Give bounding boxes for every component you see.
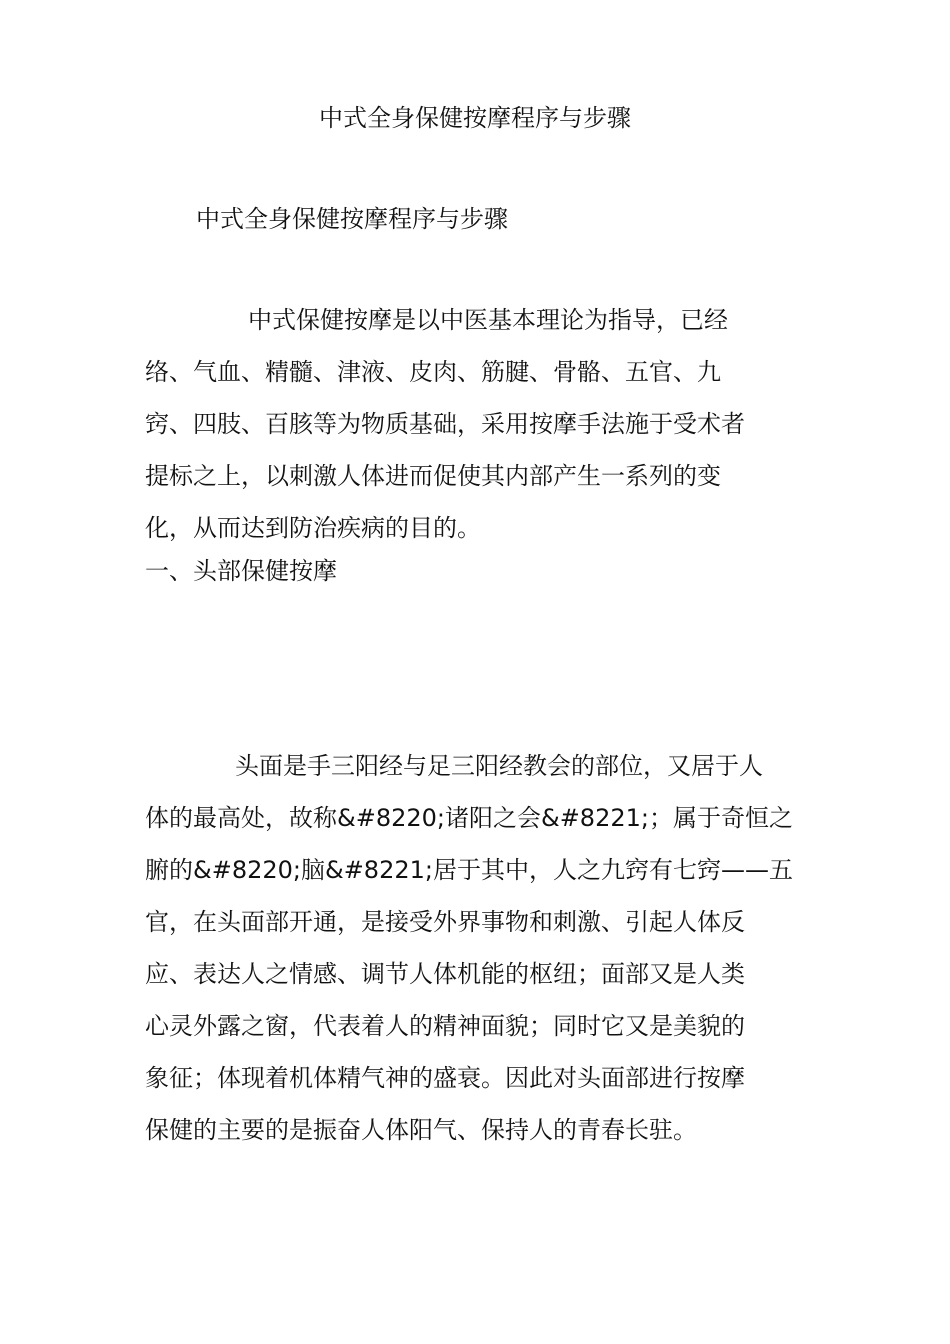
section-line: 官，在头面部开通，是接受外界事物和刺激、引起人体反: [145, 908, 745, 936]
section-line: 体的最高处，故称&#8220;诸阳之会&#8221;；属于奇恒之: [145, 804, 793, 832]
intro-line: 提标之上，以刺激人体进而促使其内部产生一系列的变: [145, 462, 721, 490]
section-line: 保健的主要的是振奋人体阳气、保持人的青春长驻。: [145, 1116, 697, 1144]
section-line: 象征；体现着机体精气神的盛衰。因此对头面部进行按摩: [145, 1064, 745, 1092]
document-subtitle: 中式全身保健按摩程序与步骤: [196, 205, 508, 233]
section-line: 心灵外露之窗，代表着人的精神面貌；同时它又是美貌的: [145, 1012, 745, 1040]
intro-line: 络、气血、精髓、津液、皮肉、筋腱、骨骼、五官、九: [145, 358, 721, 386]
section-paragraph: [145, 740, 795, 1156]
intro-line: 窍、四肢、百胲等为物质基础，采用按摩手法施于受术者: [145, 410, 745, 438]
section-line: 应、表达人之情感、调节人体机能的枢纽；面部又是人类: [145, 960, 745, 988]
section-heading: 一、头部保健按摩: [145, 557, 337, 585]
section-line: 头面是手三阳经与足三阳经教会的部位，又居于人: [235, 752, 763, 780]
document-title: 中式全身保健按摩程序与步骤: [319, 104, 631, 132]
intro-paragraph: [145, 294, 785, 554]
section-line: 腑的&#8220;脑&#8221;居于其中，人之九窍有七窍——五: [145, 856, 793, 884]
intro-line: 中式保健按摩是以中医基本理论为指导，已经: [248, 306, 728, 334]
intro-line: 化，从而达到防治疾病的目的。: [145, 514, 481, 542]
